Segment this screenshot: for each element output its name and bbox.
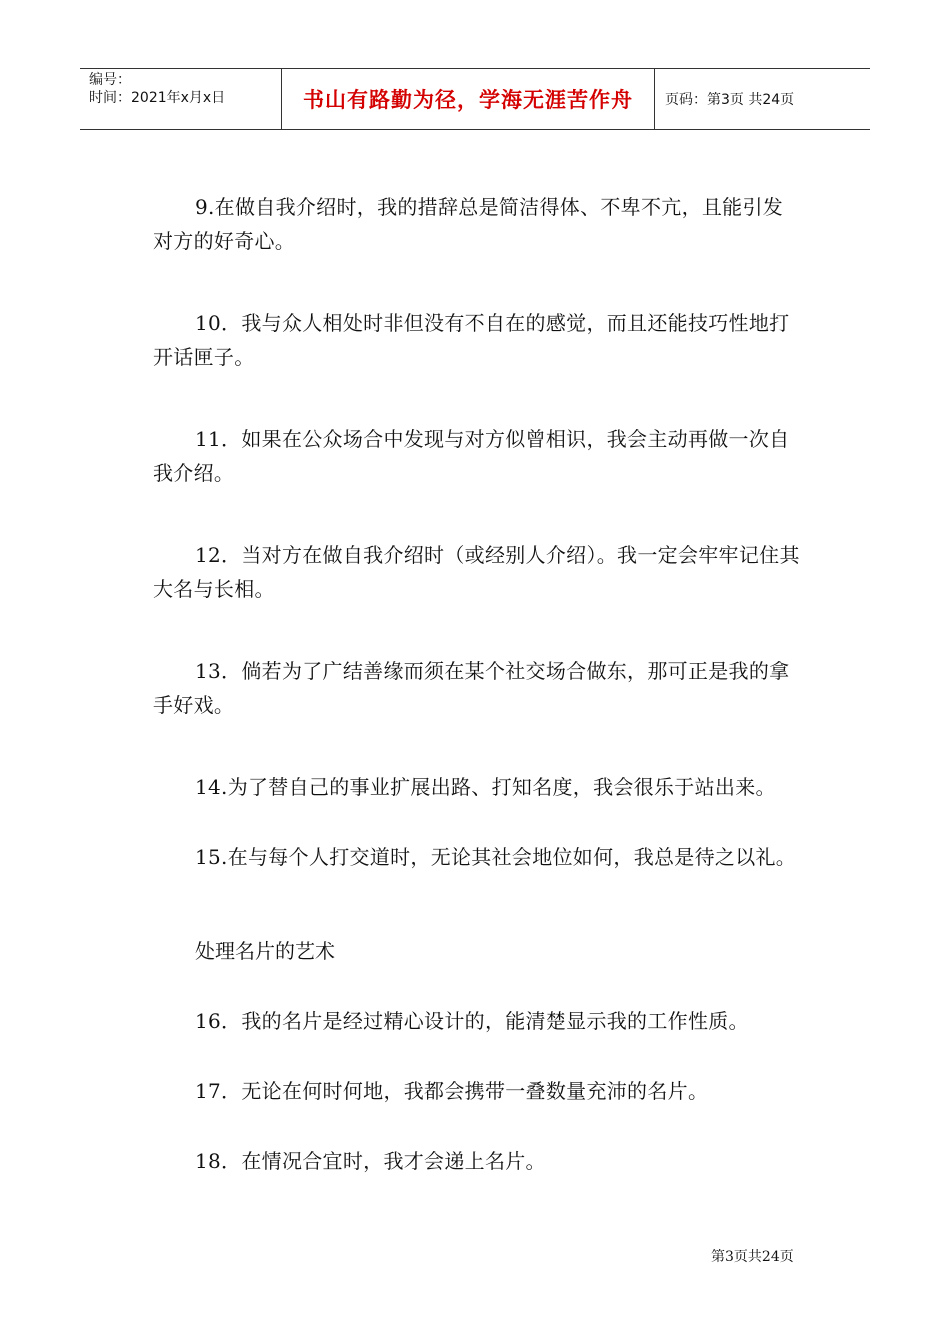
paragraph-10: 10．我与众人相处时非但没有不自在的感觉，而且还能技巧性地打开话匣子。 [153, 311, 790, 369]
time-label: 时间：2021年x月x日 [89, 90, 226, 106]
page-header [80, 68, 870, 130]
document-body [153, 190, 803, 1214]
paragraph-13: 13．倘若为了广结善缘而须在某个社交场合做东，那可正是我的拿手好戏。 [153, 659, 790, 717]
section-title: 处理名片的艺术 [195, 939, 335, 963]
paragraph-12: 12．当对方在做自我介绍时（或经别人介绍）。我一定会牢牢记住其大名与长相。 [153, 543, 800, 601]
header-page-info: 页码：第3页 共24页 [665, 92, 795, 108]
page-footer: 第3页共24页 [711, 1249, 794, 1265]
paragraph-14: 14.为了替自己的事业扩展出路、打知名度，我会很乐于站出来。 [195, 775, 776, 799]
header-motto: 书山有路勤为径，学海无涯苦作舟 [282, 69, 655, 129]
paragraph-18: 18．在情况合宜时，我才会递上名片。 [195, 1149, 546, 1173]
paragraph-15: 15.在与每个人打交道时，无论其社会地位如何，我总是待之以礼。 [195, 845, 797, 869]
paragraph-11: 11．如果在公众场合中发现与对方似曾相识，我会主动再做一次自我介绍。 [153, 427, 790, 485]
paragraph-17: 17．无论在何时何地，我都会携带一叠数量充沛的名片。 [195, 1079, 709, 1103]
number-label: 编号： [89, 72, 131, 88]
paragraph-16: 16．我的名片是经过精心设计的，能清楚显示我的工作性质。 [195, 1009, 749, 1033]
paragraph-9: 9.在做自我介绍时，我的措辞总是简洁得体、不卑不亢，且能引发对方的好奇心。 [153, 195, 784, 253]
header-meta [80, 69, 282, 129]
